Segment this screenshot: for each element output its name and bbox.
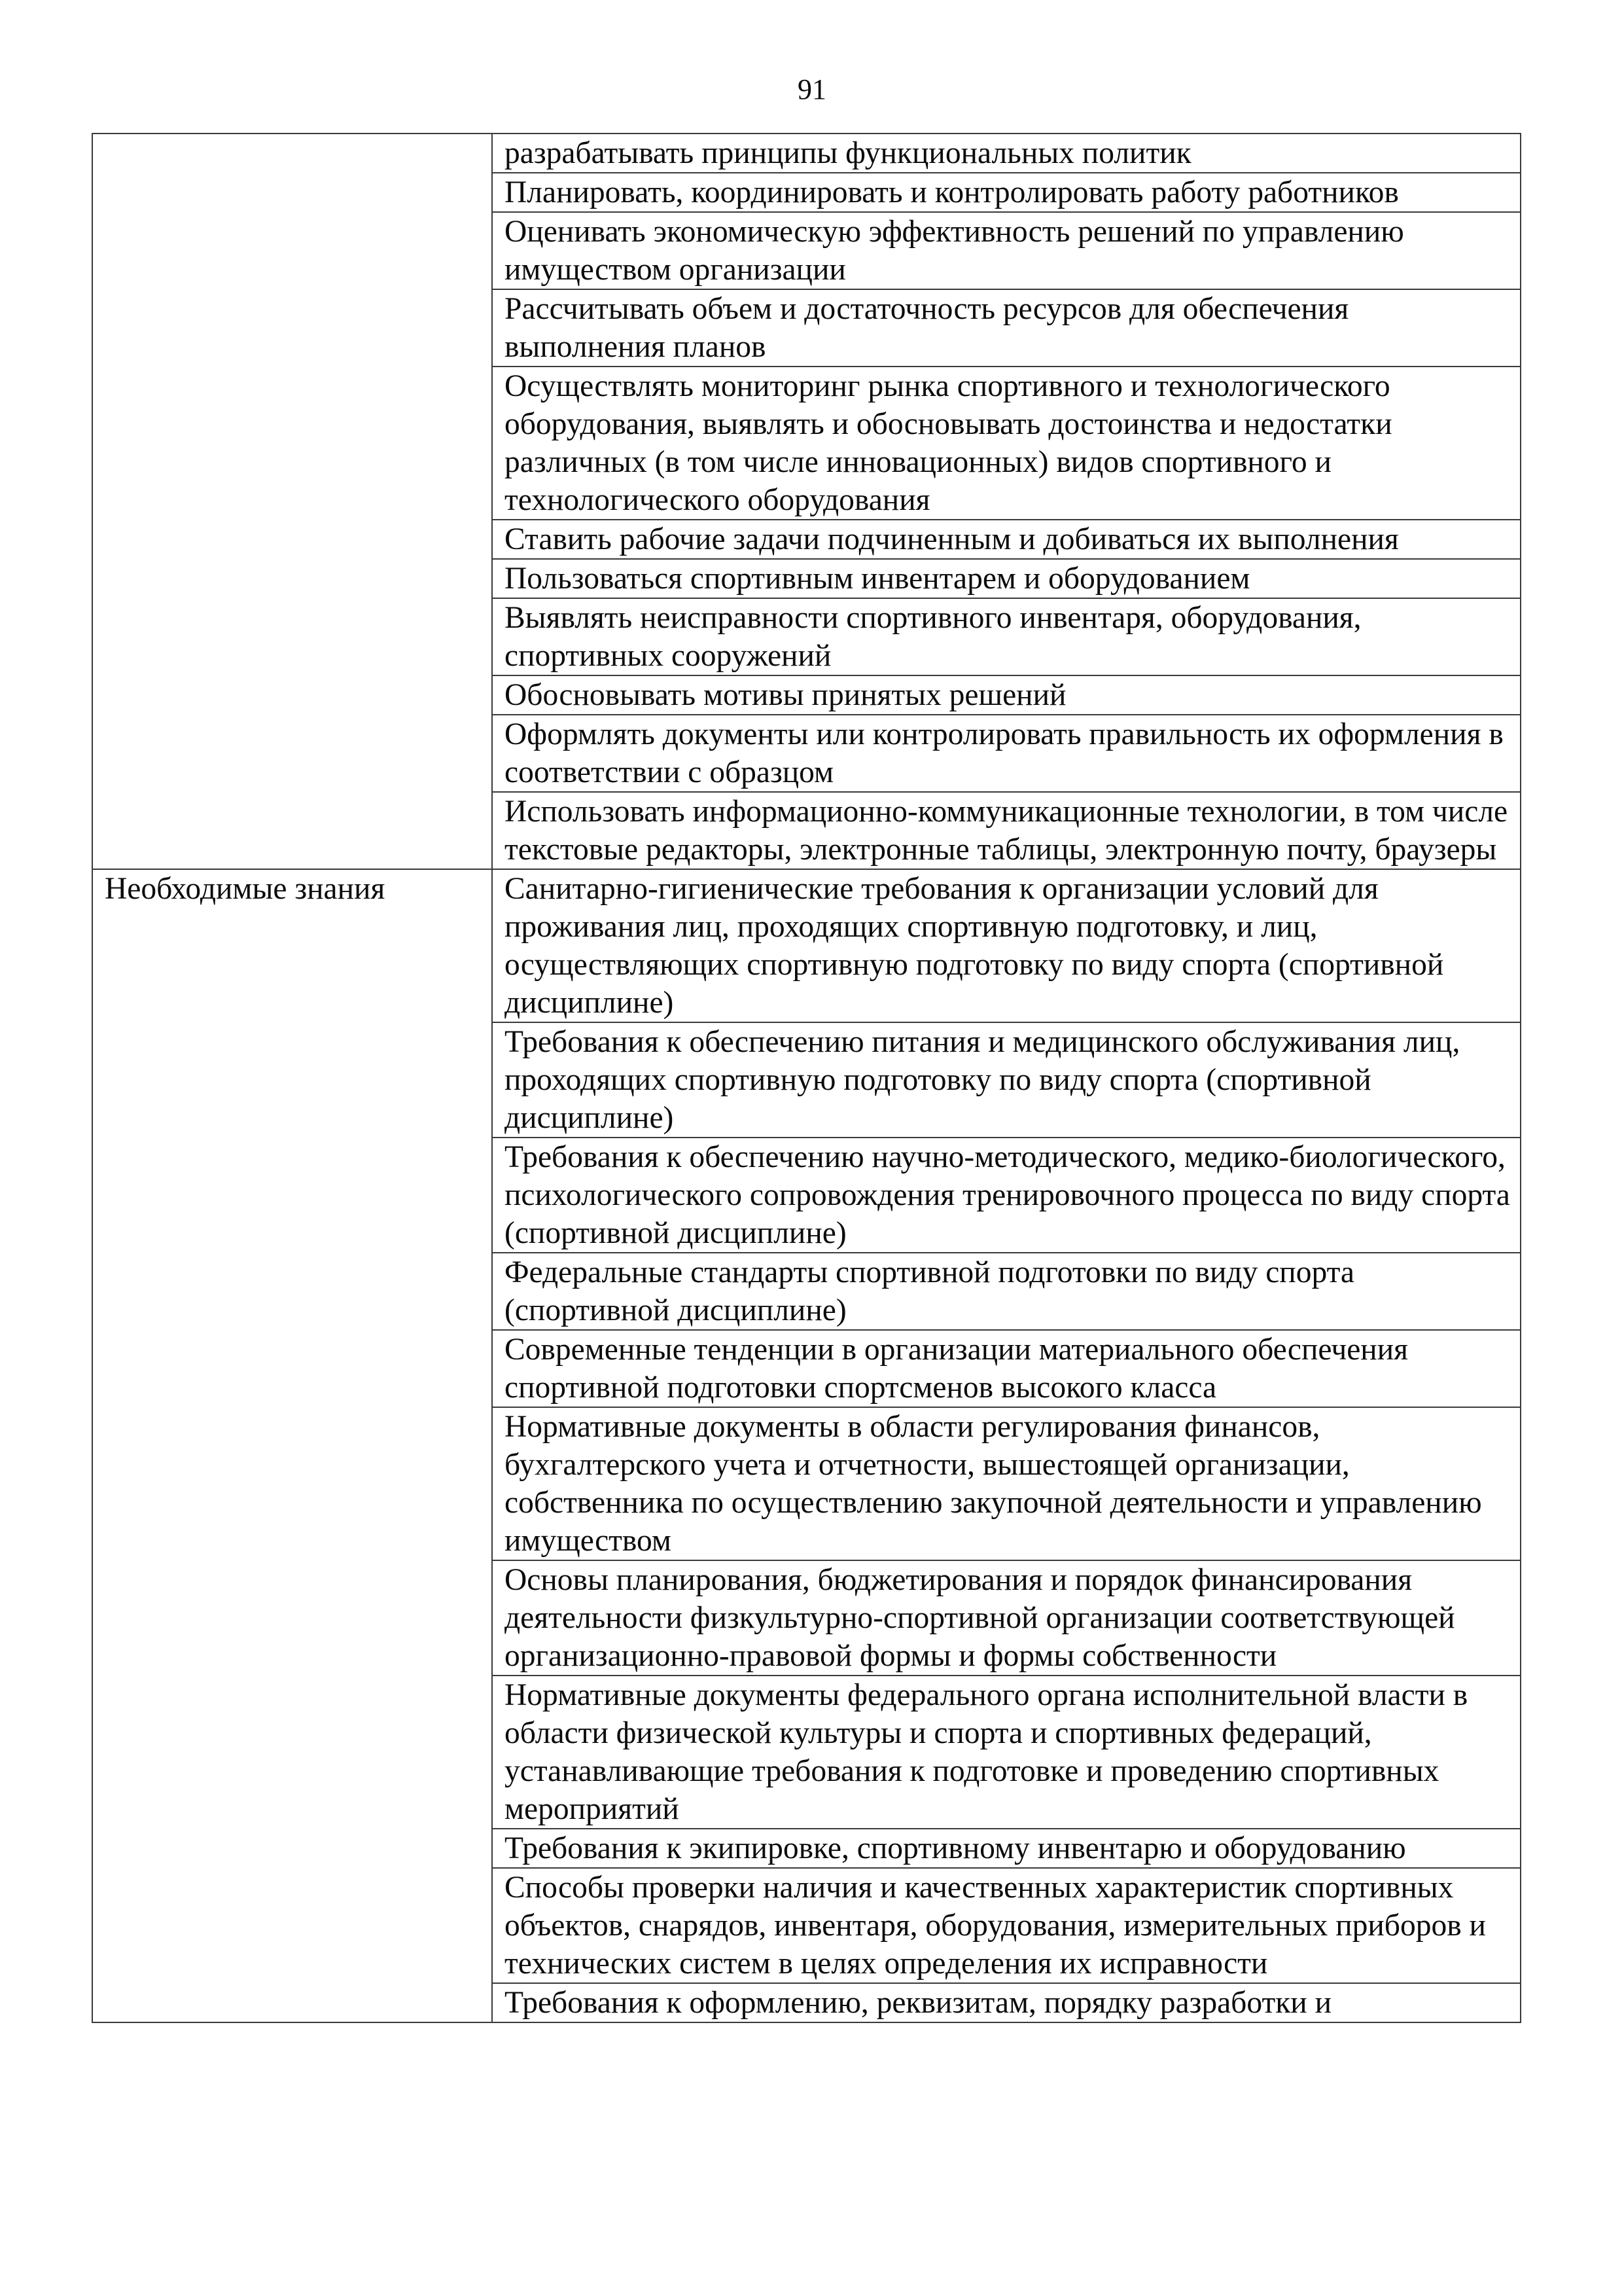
knowledge-item: Санитарно-гигиенические требования к организации условий для проживания лиц, проходящих спортивную подготовку, и лиц, осуществляющих спортивную подготовку по виду спорта (спортивной дисциплине) <box>492 869 1521 1022</box>
skill-item: Оформлять документы или контролировать правильность их оформления в соответствии с образцом <box>492 715 1521 792</box>
knowledge-item: Требования к экипировке, спортивному инвентарю и оборудованию <box>492 1829 1521 1868</box>
skill-item: Обосновывать мотивы принятых решений <box>492 675 1521 715</box>
knowledge-item: Способы проверки наличия и качественных характеристик спортивных объектов, снарядов, инвентаря, оборудования, измерительных приборов и технических систем в целях определения их исправности <box>492 1868 1521 1983</box>
skills-label-cell <box>92 134 492 869</box>
skill-item: Рассчитывать объем и достаточность ресурсов для обеспечения выполнения планов <box>492 289 1521 367</box>
skill-item: Выявлять неисправности спортивного инвентаря, оборудования, спортивных сооружений <box>492 598 1521 675</box>
knowledge-label-cell: Необходимые знания <box>92 869 492 2022</box>
table-row <box>92 869 1521 1022</box>
knowledge-item: Требования к обеспечению питания и медицинского обслуживания лиц, проходящих спортивную подготовку по виду спорта (спортивной дисциплине) <box>492 1022 1521 1138</box>
knowledge-item: Основы планирования, бюджетирования и порядок финансирования деятельности физкультурно-спортивной организации соответствующей организационно-правовой формы и формы собственности <box>492 1560 1521 1676</box>
knowledge-item: Нормативные документы федерального органа исполнительной власти в области физической культуры и спорта и спортивных федераций, устанавливающие требования к подготовке и проведению спортивных мероприятий <box>492 1676 1521 1829</box>
skill-item: Планировать, координировать и контролировать работу работников <box>492 173 1521 212</box>
skill-item: Оценивать экономическую эффективность решений по управлению имуществом организации <box>492 212 1521 289</box>
knowledge-item: Федеральные стандарты спортивной подготовки по виду спорта (спортивной дисциплине) <box>492 1253 1521 1330</box>
knowledge-item: Требования к обеспечению научно-методического, медико-биологического, психологического сопровождения тренировочного процесса по виду спорта (спортивной дисциплине) <box>492 1138 1521 1253</box>
skill-item: Использовать информационно-коммуникационные технологии, в том числе текстовые редакторы, электронные таблицы, электронную почту, браузеры <box>492 792 1521 869</box>
page-number: 91 <box>798 73 826 105</box>
table-row <box>92 134 1521 173</box>
skill-item: Осуществлять мониторинг рынка спортивного и технологического оборудования, выявлять и обосновывать достоинства и недостатки различных (в том числе инновационных) видов спортивного и технологического оборудования <box>492 367 1521 520</box>
skill-item: разрабатывать принципы функциональных политик <box>492 134 1521 173</box>
knowledge-item: Требования к оформлению, реквизитам, порядку разработки и <box>492 1983 1521 2022</box>
skill-item: Пользоваться спортивным инвентарем и оборудованием <box>492 559 1521 598</box>
knowledge-item: Современные тенденции в организации материального обеспечения спортивной подготовки спортсменов высокого класса <box>492 1330 1521 1407</box>
competency-table <box>92 133 1521 2023</box>
skill-item: Ставить рабочие задачи подчиненным и добиваться их выполнения <box>492 520 1521 559</box>
knowledge-item: Нормативные документы в области регулирования финансов, бухгалтерского учета и отчетности, вышестоящей организации, собственника по осуществлению закупочной деятельности и управлению имуществом <box>492 1407 1521 1560</box>
